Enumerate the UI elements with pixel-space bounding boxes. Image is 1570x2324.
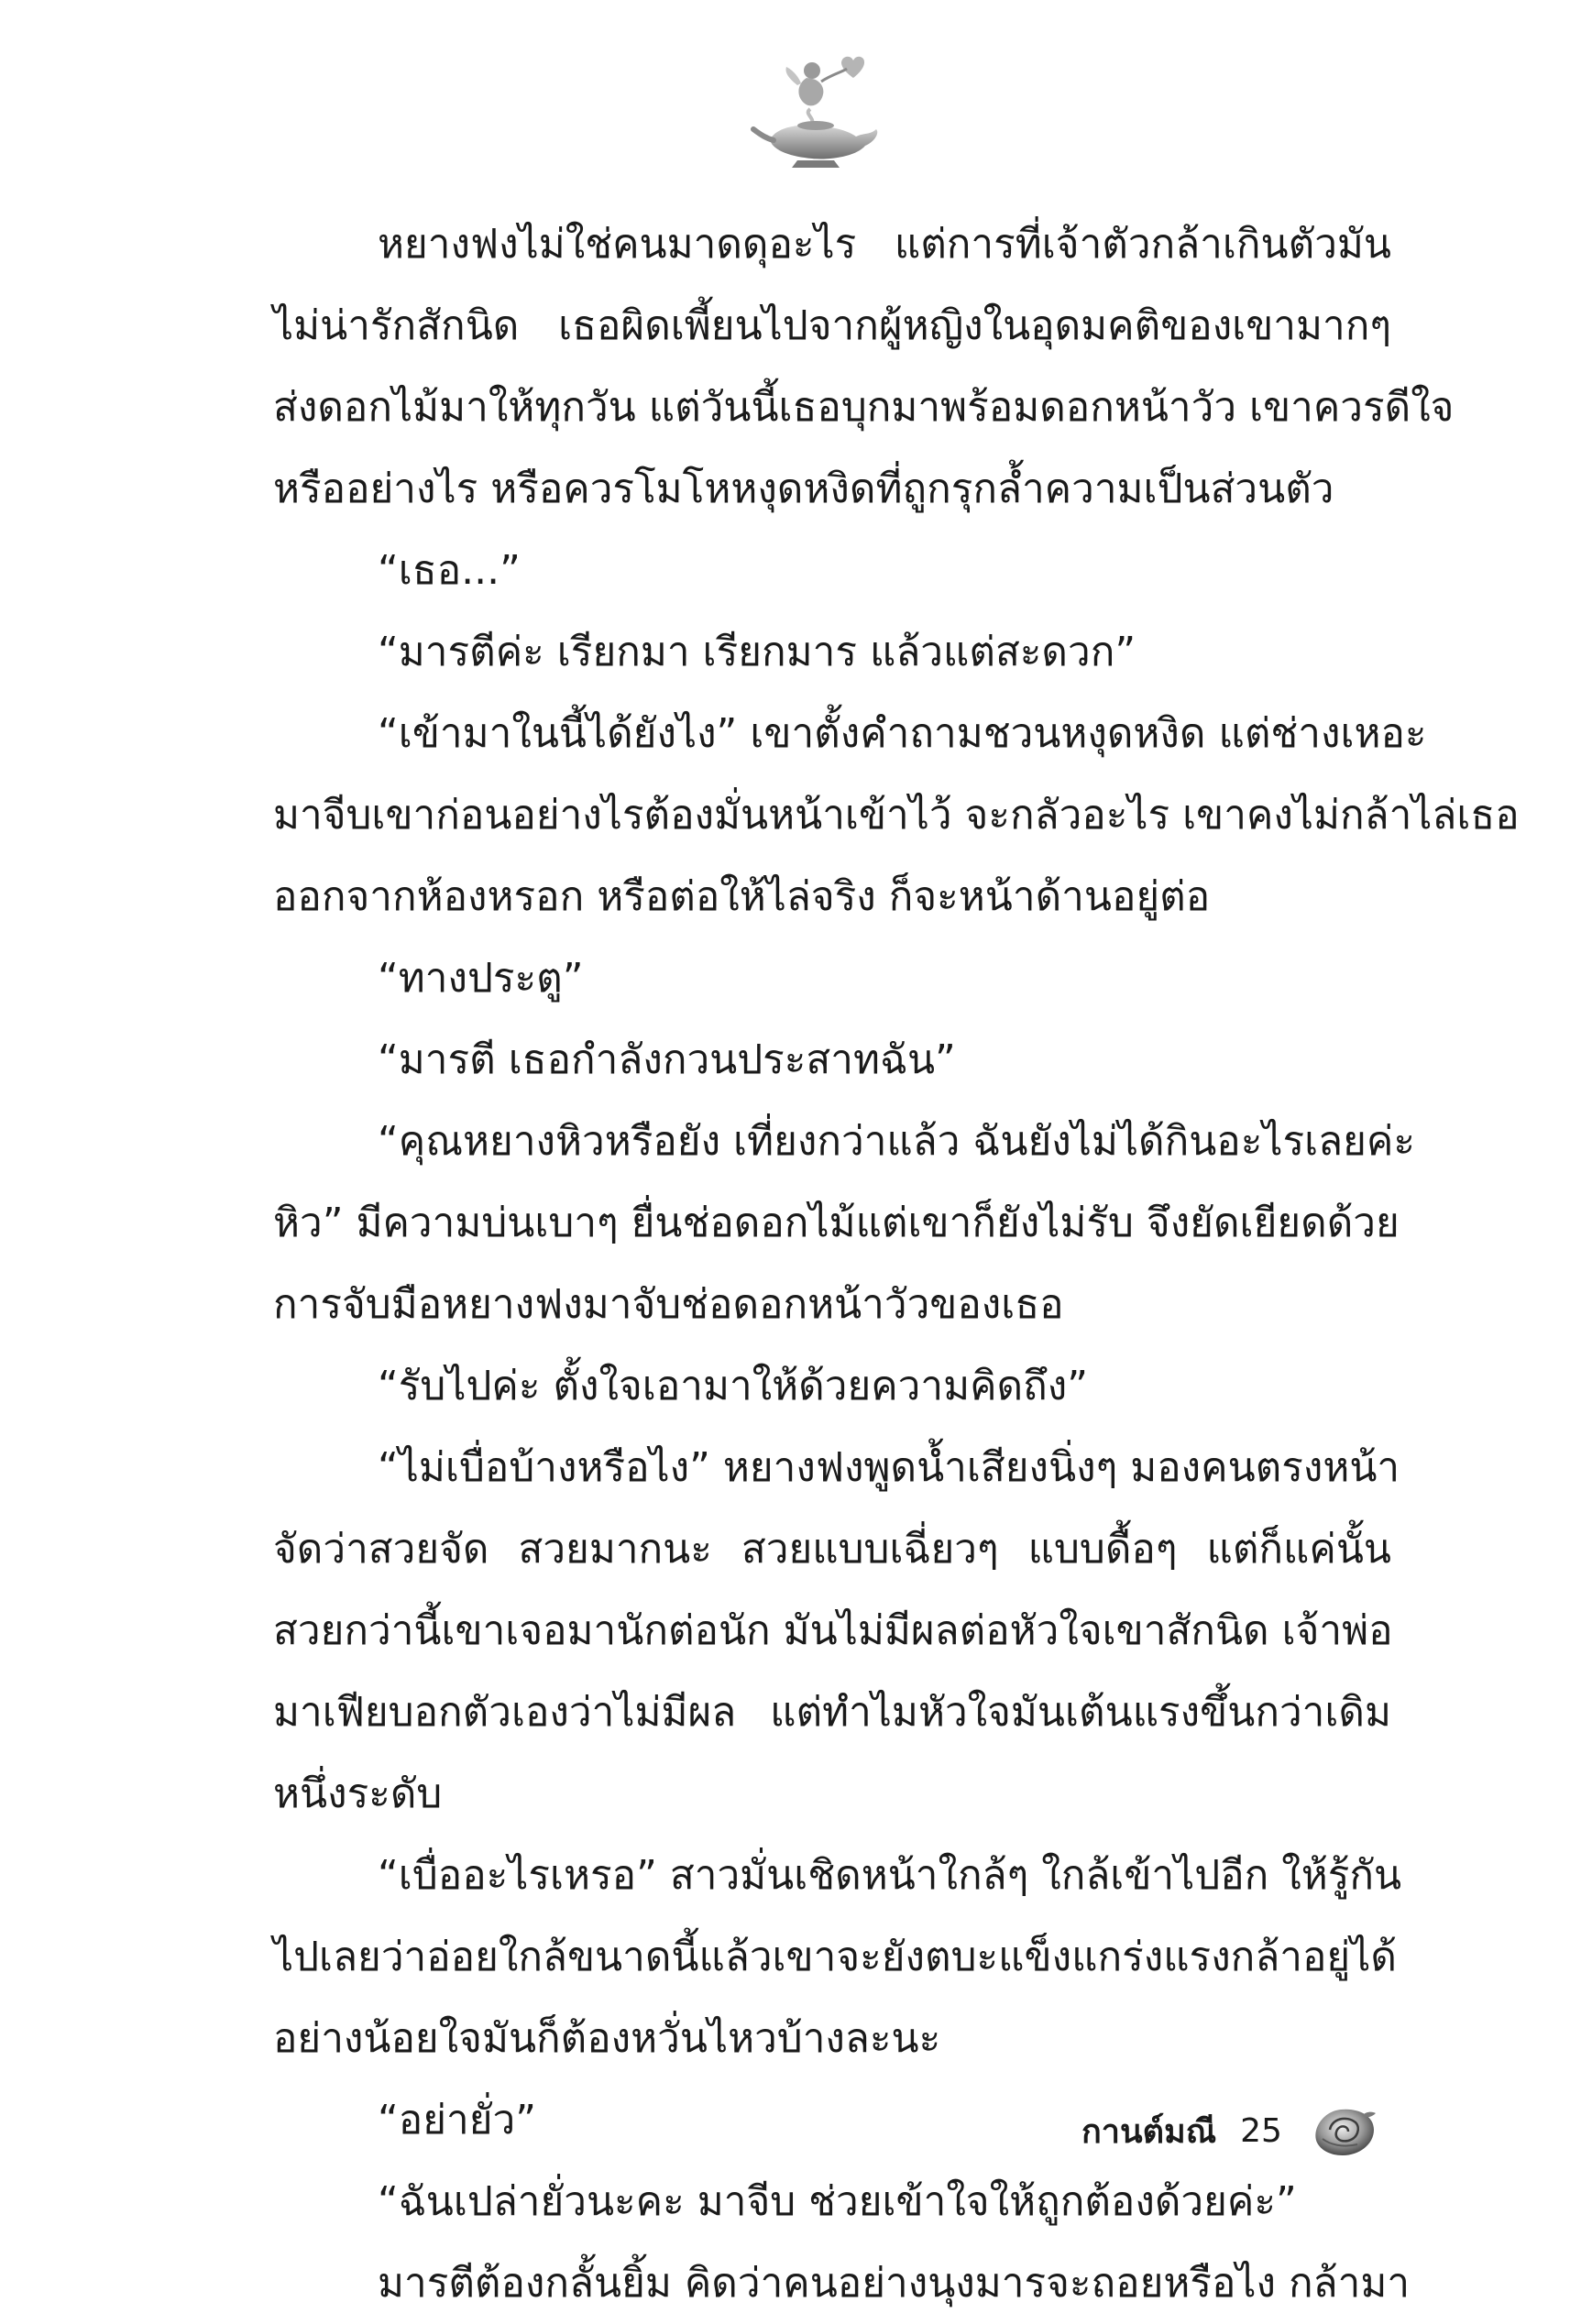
- text-line: จัดว่าสวยจัด สวยมากนะ สวยแบบเฉี่ยวๆ แบบดื้อๆ แต่ก็แค่นั้น: [273, 1526, 1391, 1573]
- text-line: ไปเลยว่าอ่อยใกล้ขนาดนี้แล้วเขาจะยังตบะแข็งแกร่งแรงกล้าอยู่ได้: [273, 1934, 1397, 1980]
- text-line: ไม่น่ารักสักนิด เธอผิดเพี้ยนไปจากผู้หญิงในอุดมคติของเขามากๆ: [273, 302, 1391, 349]
- text-line: อย่างน้อยใจมันก็ต้องหวั่นไหวบ้างละนะ: [273, 2015, 941, 2062]
- text-line: “มารตี เธอกำลังกวนประสาทฉัน”: [378, 1036, 956, 1083]
- text-line: หยางฟงไม่ใช่คนมาดดุอะไร แต่การที่เจ้าตัวกล้าเกินตัวมัน: [378, 221, 1391, 268]
- text-line: “เบื่ออะไรเหรอ” สาวมั่นเชิดหน้าใกล้ๆ ใกล้เข้าไปอีก ให้รู้กัน: [378, 1852, 1402, 1899]
- text-line: หิว” มีความบ่นเบาๆ ยื่นช่อดอกไม้แต่เขาก็ยังไม่รับ จึงยัดเยียดด้วย: [273, 1200, 1400, 1246]
- page-footer: [1081, 2103, 1378, 2158]
- text-line: “อย่ายั่ว”: [378, 2097, 536, 2143]
- text-line: หรืออย่างไร หรือควรโมโหหงุดหงิดที่ถูกรุกล้ำความเป็นส่วนตัว: [273, 466, 1334, 512]
- text-line: มารตีต้องกลั้นยิ้ม คิดว่าคนอย่างนุงมารจะถอยหรือไง กล้ามา: [378, 2260, 1411, 2307]
- body-text: [273, 203, 1520, 2324]
- book-title: กานต์มณี: [1081, 2112, 1217, 2151]
- text-line: สวยกว่านี้เขาเจอมานักต่อนัก มันไม่มีผลต่อหัวใจเขาสักนิด เจ้าพ่อ: [273, 1607, 1393, 1654]
- text-line: หนึ่งระดับ: [273, 1770, 443, 1817]
- text-line: ส่งดอกไม้มาให้ทุกวัน แต่วันนี้เธอบุกมาพร้อมดอกหน้าวัว เขาควรดีใจ: [273, 384, 1455, 431]
- text-line: “ทางประตู”: [378, 955, 584, 1002]
- text-line: การจับมือหยางฟงมาจับช่อดอกหน้าวัวของเธอ: [273, 1281, 1064, 1328]
- text-line: “รับไปค่ะ ตั้งใจเอามาให้ด้วยความคิดถึง”: [378, 1363, 1089, 1409]
- genie-lamp-cupid-icon: [733, 50, 898, 170]
- text-line: “เธอ...”: [378, 547, 521, 594]
- text-line: “ไม่เบื่อบ้างหรือไง” หยางฟงพูดน้ำเสียงนิ่งๆ มองคนตรงหน้า: [378, 1444, 1400, 1491]
- text-line: ออกจากห้องหรอก หรือต่อให้ไล่จริง ก็จะหน้าด้านอยู่ต่อ: [273, 873, 1211, 920]
- text-line: “ฉันเปล่ายั่วนะคะ มาจีบ ช่วยเข้าใจให้ถูกต้องด้วยค่ะ”: [378, 2178, 1297, 2225]
- rose-icon: [1310, 2102, 1378, 2159]
- text-line: มาจีบเขาก่อนอย่างไรต้องมั่นหน้าเข้าไว้ จะกลัวอะไร เขาคงไม่กล้าไล่เธอ: [273, 792, 1520, 839]
- text-line: “มารตีค่ะ เรียกมา เรียกมาร แล้วแต่สะดวก”: [378, 629, 1136, 675]
- page-number: 25: [1240, 2111, 1282, 2150]
- text-line: มาเฟียบอกตัวเองว่าไม่มีผล แต่ทำไมหัวใจมันเต้นแรงขึ้นกว่าเดิม: [273, 1689, 1391, 1736]
- text-line: “คุณหยางหิวหรือยัง เที่ยงกว่าแล้ว ฉันยังไม่ได้กินอะไรเลยค่ะ: [378, 1118, 1415, 1165]
- text-line: “เข้ามาในนี้ได้ยังไง” เขาตั้งคำถามชวนหงุดหงิด แต่ช่างเหอะ: [378, 710, 1427, 757]
